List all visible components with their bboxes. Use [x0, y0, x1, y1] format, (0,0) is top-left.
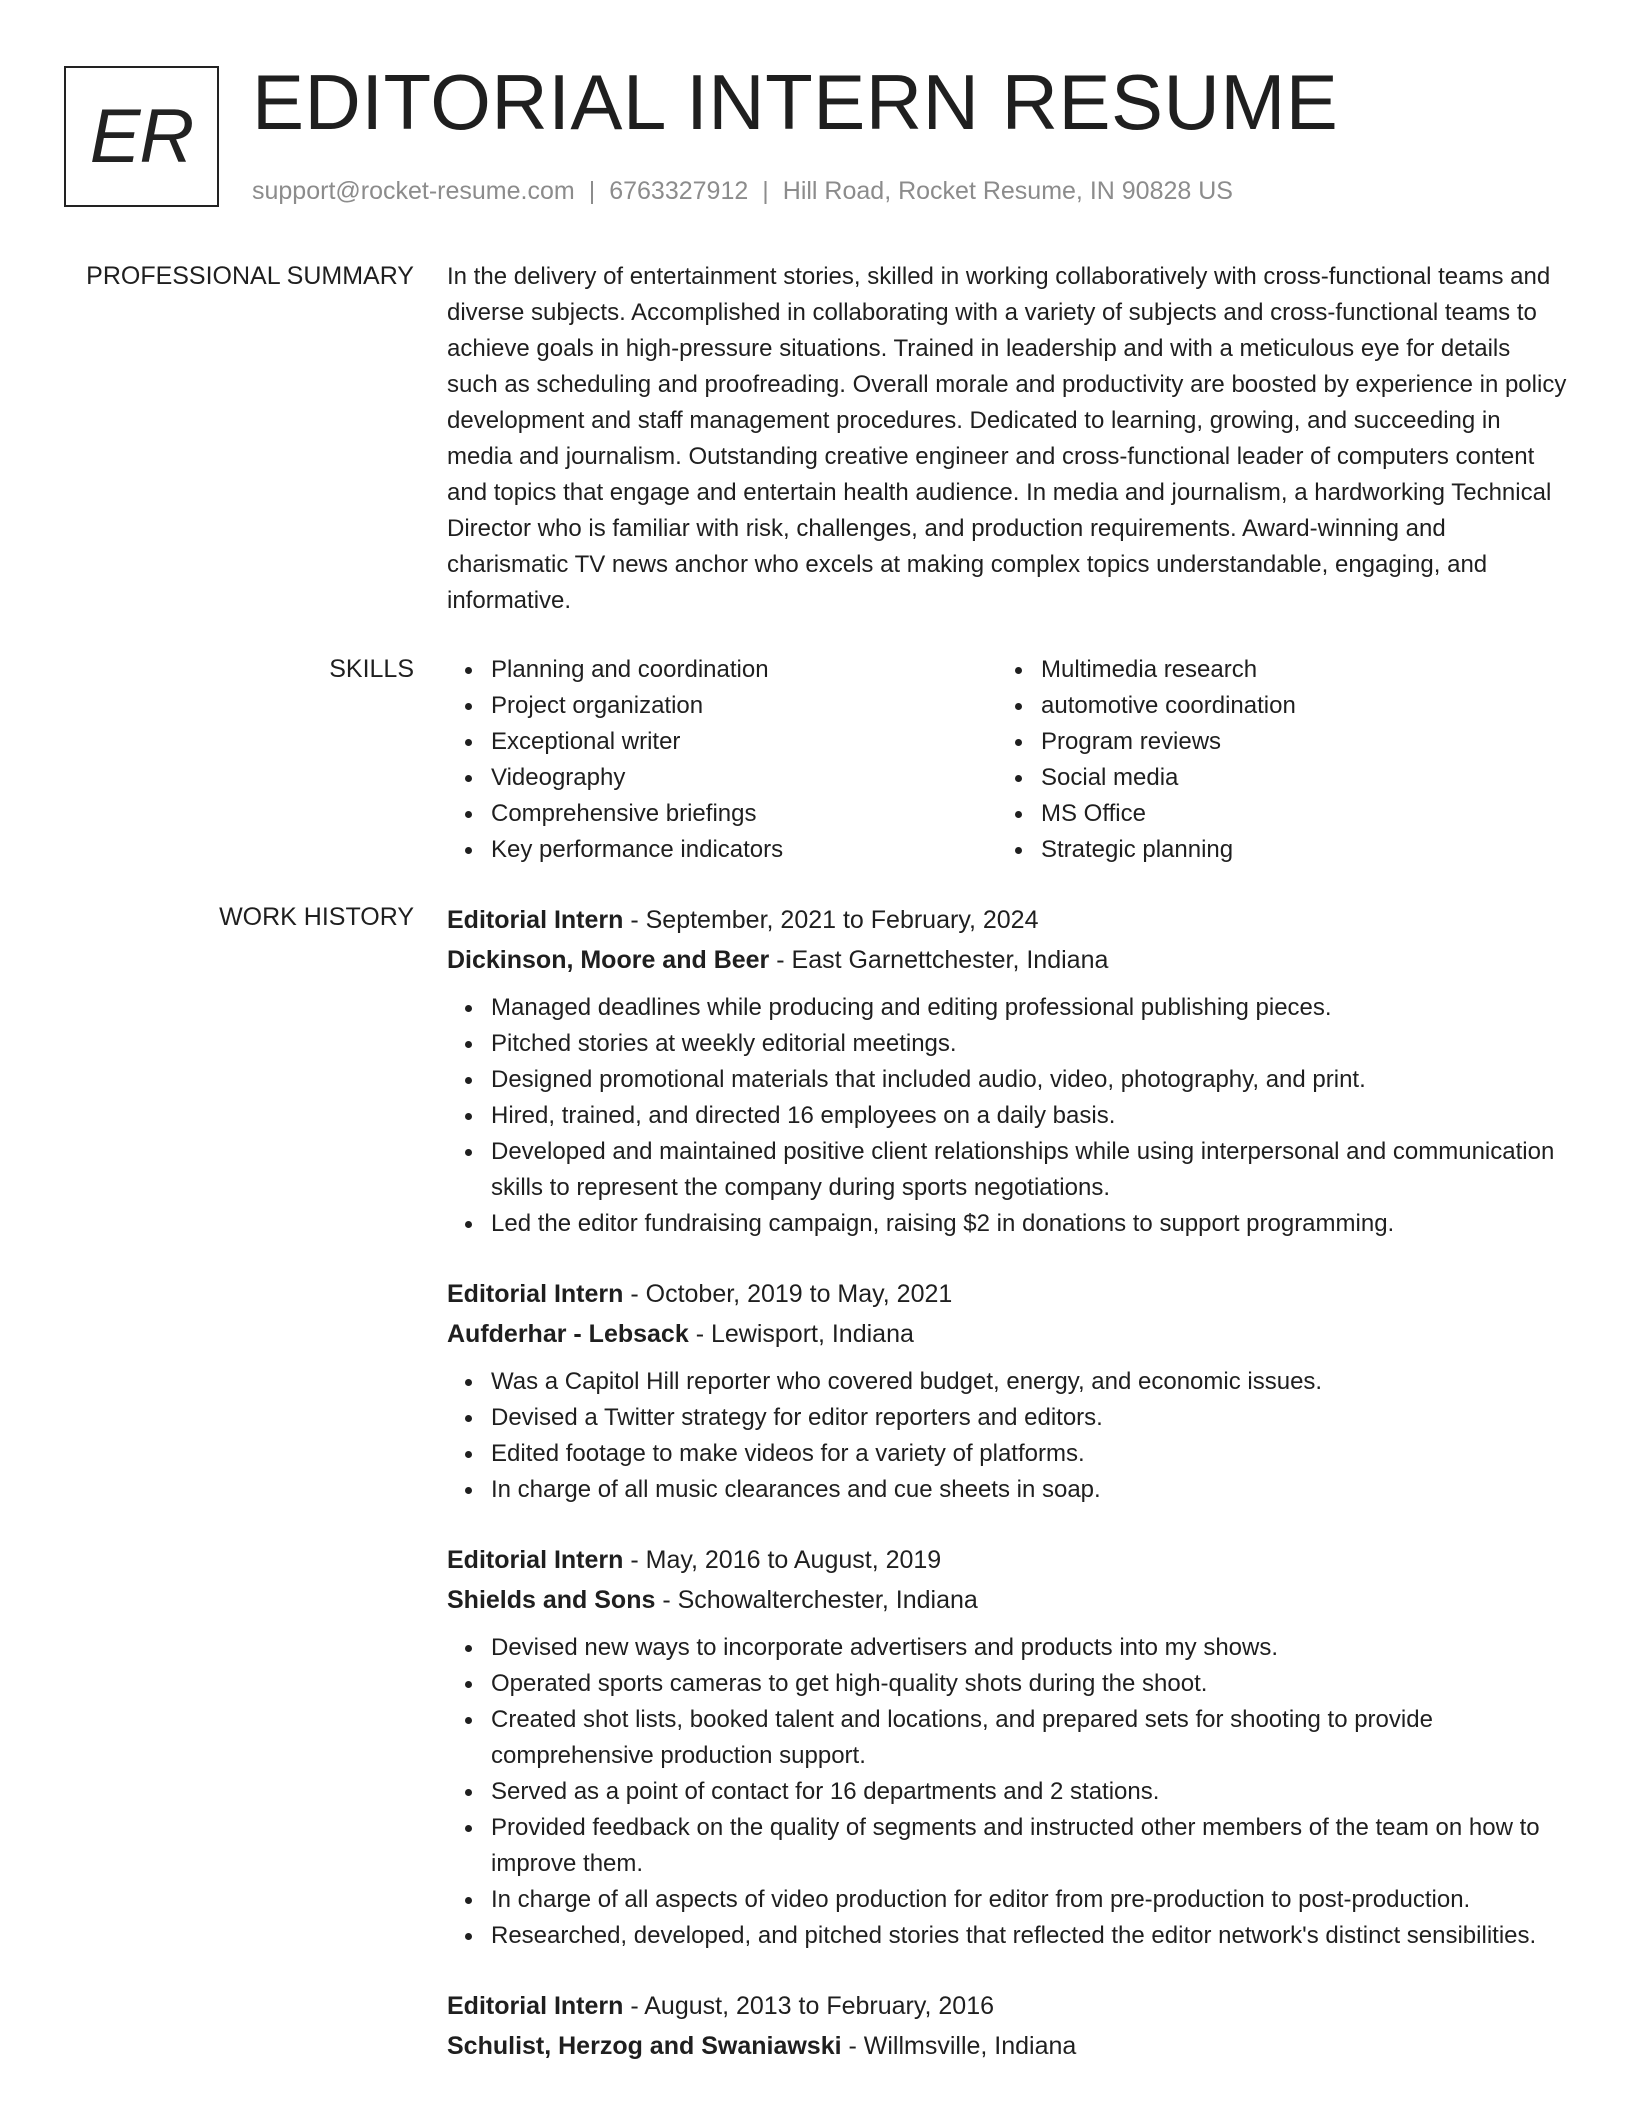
list-item: In charge of all aspects of video production for editor from pre-production to post-production. [491, 1882, 1567, 1918]
job-duties-list [447, 990, 1567, 1242]
monogram-badge: ER [64, 66, 219, 207]
job-title-line [447, 1986, 1567, 2026]
contact-email[interactable]: support@rocket-resume.com [252, 177, 575, 205]
list-item: automotive coordination [1041, 688, 1547, 724]
job-company: Schulist, Herzog and Swaniawski [447, 2032, 842, 2060]
resume-title: EDITORIAL INTERN RESUME [252, 58, 1339, 146]
skills-body [447, 652, 1567, 868]
list-item: In charge of all music clearances and cue sheets in soap. [491, 1472, 1567, 1508]
section-heading: WORK HISTORY [219, 903, 414, 931]
job-dates: - September, 2021 to February, 2024 [623, 906, 1039, 934]
list-item: MS Office [1041, 796, 1547, 832]
job-duties-list [447, 1364, 1567, 1508]
work-history-body [447, 900, 1567, 2066]
list-item: Strategic planning [1041, 832, 1547, 868]
job-company: Shields and Sons [447, 1586, 656, 1614]
list-item: Created shot lists, booked talent and locations, and prepared sets for shooting to provide comprehensive production support. [491, 1702, 1567, 1774]
job-company: Aufderhar - Lebsack [447, 1320, 689, 1348]
list-item: Researched, developed, and pitched stories that reflected the editor network's distinct sensibilities. [491, 1918, 1567, 1954]
contact-phone[interactable]: 6763327912 [609, 177, 749, 205]
job-company-line [447, 2026, 1567, 2066]
list-item: Hired, trained, and directed 16 employees on a daily basis. [491, 1098, 1567, 1134]
list-item: Devised a Twitter strategy for editor reporters and editors. [491, 1400, 1567, 1436]
job-title: Editorial Intern [447, 1546, 624, 1574]
list-item: Managed deadlines while producing and editing professional publishing pieces. [491, 990, 1567, 1026]
list-item: Developed and maintained positive client relationships while using interpersonal and communication skills to represent the company during sports negotiations. [491, 1134, 1567, 1206]
job-company-line [447, 1314, 1567, 1354]
job-title: Editorial Intern [447, 1992, 624, 2020]
job-title-line [447, 900, 1567, 940]
list-item: Designed promotional materials that included audio, video, photography, and print. [491, 1062, 1567, 1098]
job-dates: - May, 2016 to August, 2019 [623, 1546, 942, 1574]
list-item: Was a Capitol Hill reporter who covered budget, energy, and economic issues. [491, 1364, 1567, 1400]
summary-text: In the delivery of entertainment stories, skilled in working collaboratively with cross-functional teams and diverse subjects. Accomplished in collaborating with a variety of subjects and cross-functional teams to achieve goals in high-pressure situations. Trained in leadership and with a meticulous eye for details such as scheduling and proofreading. Overall morale and productivity are boosted by experience in policy development and staff management procedures. Dedicated to learning, growing, and succeeding in media and journalism. Outstanding creative engineer and cross-functional leader of computers content and topics that engage and entertain health audience. In media and journalism, a hardworking Technical Director who is familiar with risk, challenges, and production requirements. Award-winning and charismatic TV news anchor who excels at making complex topics understandable, engaging, and informative. [447, 263, 1567, 614]
list-item: Led the editor fundraising campaign, raising $2 in donations to support programming. [491, 1206, 1567, 1242]
job-entry [447, 900, 1567, 1242]
job-title-line [447, 1540, 1567, 1580]
list-item: Videography [491, 760, 997, 796]
skills-columns [447, 652, 1567, 868]
list-item: Operated sports cameras to get high-quality shots during the shoot. [491, 1666, 1567, 1702]
contact-separator: | [762, 177, 769, 205]
job-duties-list [447, 1630, 1567, 1954]
job-location: - Schowalterchester, Indiana [655, 1586, 978, 1614]
job-entry [447, 1986, 1567, 2066]
section-heading: PROFESSIONAL SUMMARY [86, 262, 414, 290]
skills-column-left [447, 652, 997, 868]
list-item: Multimedia research [1041, 652, 1547, 688]
list-item: Project organization [491, 688, 997, 724]
contact-line [252, 174, 1233, 208]
job-location: - Lewisport, Indiana [688, 1320, 914, 1348]
list-item: Exceptional writer [491, 724, 997, 760]
skills-column-right [997, 652, 1547, 868]
job-dates: - August, 2013 to February, 2016 [623, 1992, 995, 2020]
job-title: Editorial Intern [447, 1280, 624, 1308]
list-item: Program reviews [1041, 724, 1547, 760]
list-item: Social media [1041, 760, 1547, 796]
summary-body [447, 259, 1567, 619]
list-item: Key performance indicators [491, 832, 997, 868]
list-item: Pitched stories at weekly editorial meetings. [491, 1026, 1567, 1062]
job-company: Dickinson, Moore and Beer [447, 946, 770, 974]
job-title-line [447, 1274, 1567, 1314]
job-location: - East Garnettchester, Indiana [769, 946, 1109, 974]
contact-address: Hill Road, Rocket Resume, IN 90828 US [782, 177, 1233, 205]
skills-list [447, 652, 997, 868]
job-location: - Willmsville, Indiana [841, 2032, 1077, 2060]
list-item: Planning and coordination [491, 652, 997, 688]
list-item: Served as a point of contact for 16 departments and 2 stations. [491, 1774, 1567, 1810]
skills-list [997, 652, 1547, 868]
list-item: Edited footage to make videos for a variety of platforms. [491, 1436, 1567, 1472]
job-entry [447, 1274, 1567, 1508]
list-item: Comprehensive briefings [491, 796, 997, 832]
job-dates: - October, 2019 to May, 2021 [623, 1280, 953, 1308]
contact-separator: | [588, 177, 596, 205]
job-entry [447, 1540, 1567, 1954]
job-title: Editorial Intern [447, 906, 624, 934]
section-heading: SKILLS [329, 655, 414, 683]
job-company-line [447, 940, 1567, 980]
list-item: Devised new ways to incorporate advertisers and products into my shows. [491, 1630, 1567, 1666]
job-company-line [447, 1580, 1567, 1620]
list-item: Provided feedback on the quality of segments and instructed other members of the team on how to improve them. [491, 1810, 1567, 1882]
